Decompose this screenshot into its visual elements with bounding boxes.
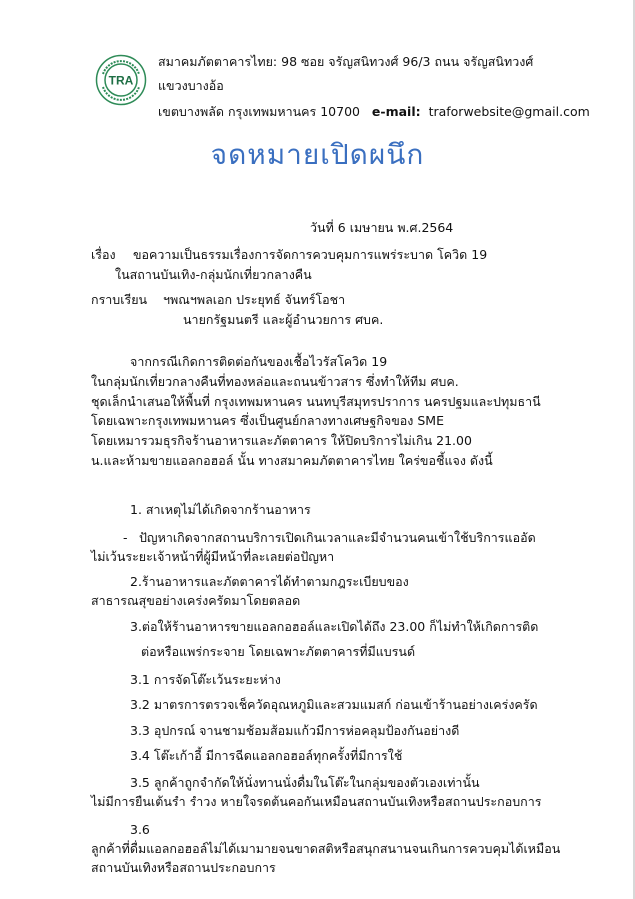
point-1-detail-cont: ไม่เว้นระยะเจ้าหน้าที่ผู้มีหน้าที่ละเลยต่อปัญหา (91, 549, 335, 564)
address-district: เขตบางพลัด กรุงเทพมหานคร 10700 (158, 104, 360, 119)
point-2-cont: สาธารณสุขอย่างเคร่งครัดมาโดยตลอด (91, 593, 301, 608)
intro-line: ชุดเล็กนำเสนอให้พื้นที่ กรุงเทพมหานคร นนทบุรีสมุทรปราการ นครปฐมและปทุมธานี (91, 394, 541, 409)
intro-line: ในกลุ่มนักเที่ยวกลางคืนที่ทองหล่อและถนนข้าวสาร ซึ่งทำให้ทีม ศบค. (91, 374, 459, 389)
point-3-5: 3.5 ลูกค้าถูกจำกัดให้นั่งทานนั่งดื่มในโต๊ะในกลุ่มของตัวเองเท่านั้น (130, 775, 480, 790)
subject-line-2: ในสถานบันเทิง-กลุ่มนักเที่ยวกลางคืน (115, 267, 312, 282)
document-title: จดหมายเปิดผนึก (210, 138, 425, 171)
point-3-6: 3.6 (130, 822, 150, 837)
point-3-5-cont: ไม่มีการยืนเต้นรำ รำวง หายใจรดต้นคอกันเหมือนสถานบันเทิงหรือสถานประกอบการ (91, 794, 542, 809)
point-2: 2.ร้านอาหารและภัตตาคารได้ทำตามกฎระเบียบของ (130, 574, 409, 589)
point-3-1: 3.1 การจัดโต๊ะเว้นระยะห่าง (130, 672, 281, 687)
email-address[interactable]: traforwebsite@gmail.com (428, 104, 590, 119)
email-label: e-mail: (371, 104, 421, 119)
point-3-2: 3.2 มาตรการตรวจเช็ควัดอุณหภูมิและสวมแมสก์ ก่อนเข้าร้านอย่างเคร่งครัด (130, 697, 538, 712)
date: วันที่ 6 เมษายน พ.ศ.2564 (310, 220, 454, 235)
address-line-3 (158, 103, 590, 121)
address-line-1: สมาคมภัตตาคารไทย: 98 ซอย จรัญสนิทวงศ์ 96/3 ถนน จรัญสนิทวงศ์ (158, 54, 534, 69)
point-3-cont: ต่อหรือแพร่กระจาย โดยเฉพาะภัตตาคารที่มีแบรนด์ (141, 644, 416, 659)
svg-text:TRA: TRA (108, 73, 134, 88)
recipient-line-1: ฯพณฯพลเอก ประยุทธ์ จันทร์โอชา (163, 292, 346, 307)
intro-line: โดยเหมารวมธุรกิจร้านอาหารและภัตตาคาร ให้ปิดบริการไม่เกิน 21.00 (91, 433, 472, 448)
point-3: 3.ต่อให้ร้านอาหารขายแอลกอฮอล์และเปิดได้ถึง 23.00 ก็ไม่ทำให้เกิดการติด (130, 619, 539, 634)
recipient-label: กราบเรียน (91, 292, 148, 307)
intro-line: โดยเฉพาะกรุงเทพมหานคร ซึ่งเป็นศูนย์กลางทางเศษฐกิจของ SME (91, 413, 444, 428)
point-3-3: 3.3 อุปกรณ์ จานชามช้อมส้อมแก้วมีการห่อคลุมป้องกันอย่างดี (130, 723, 460, 738)
recipient-line-2: นายกรัฐมนตรี และผู้อำนวยการ ศบค. (183, 312, 384, 327)
point-3-6-text: ลูกค้าที่ดื่มแอลกอฮอล์ไม่ได้เมามายจนขาดสติหรือสนุกสนานจนเกินการควบคุมได้เหมือน (91, 841, 561, 856)
point-1-dash: - (123, 530, 128, 545)
address-line-2: แขวงบางอ้อ (158, 78, 224, 93)
subject-label: เรื่อง (91, 247, 116, 262)
intro-line: จากกรณีเกิดการติดต่อกันของเชื้อไวรัสโควิด 19 (130, 354, 388, 369)
point-3-6-cont: สถานบันเทิงหรือสถานประกอบการ (91, 860, 276, 875)
point-3-4: 3.4 โต๊ะเก้าอี้ มีการฉีดแอลกอฮอล์ทุกครั้งที่มีการใช้ (130, 748, 403, 763)
point-1-detail: ปัญหาเกิดจากสถานบริการเปิดเกินเวลาและมีจำนวนคนเข้าใช้บริการแออัด (139, 530, 536, 545)
intro-line: น.และห้ามขายแอลกอฮอล์ นั้น ทางสมาคมภัตตาคารไทย ใคร่ขอชี้แจง ดังนี้ (91, 453, 493, 468)
tra-logo (95, 54, 147, 106)
subject-line-1: ขอความเป็นธรรมเรื่องการจัดการควบคุมการแพร่ระบาด โควิด 19 (133, 247, 488, 262)
point-1: 1. สาเหตุไม่ได้เกิดจากร้านอาหาร (130, 502, 311, 517)
